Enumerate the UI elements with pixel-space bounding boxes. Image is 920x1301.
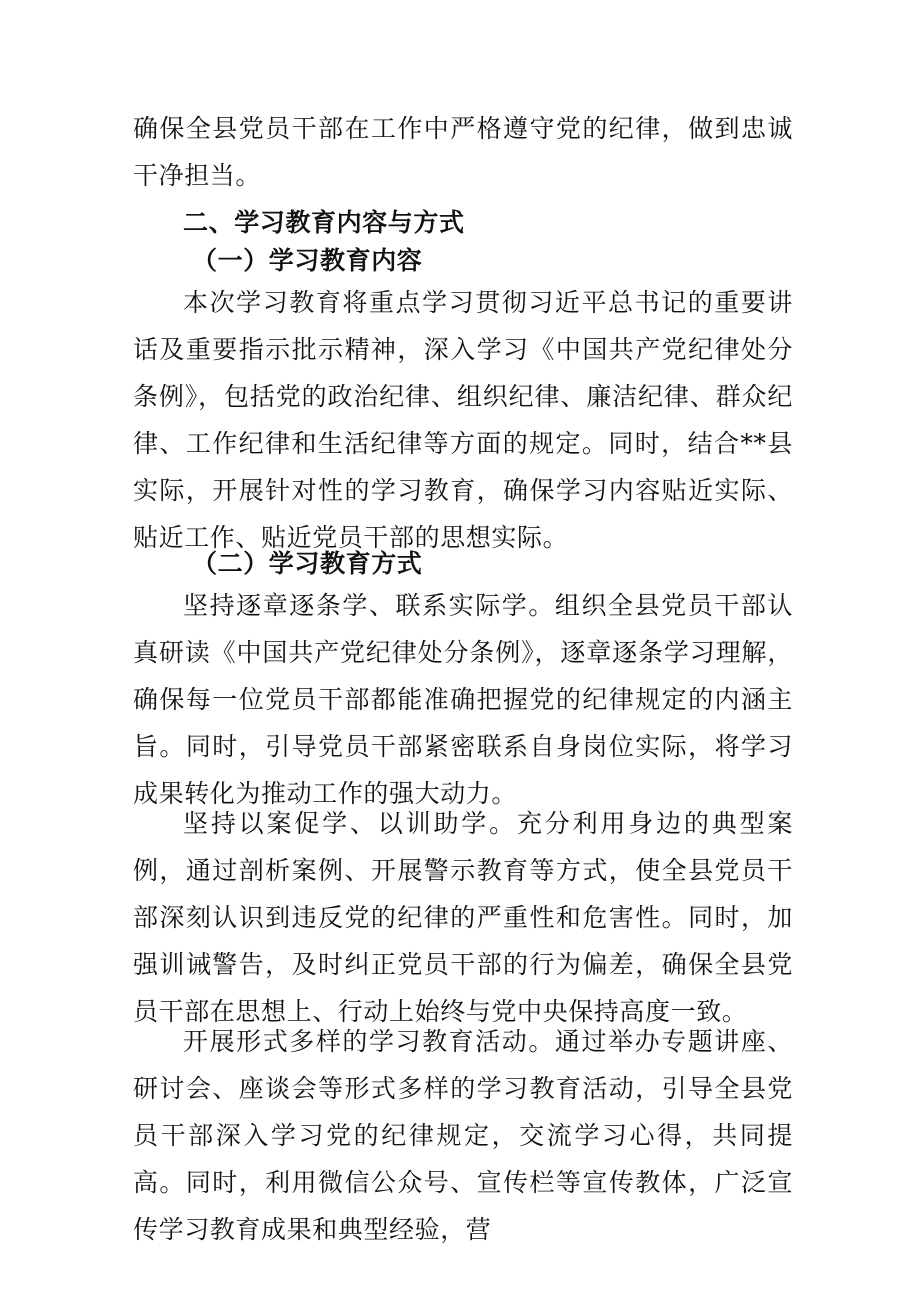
continuation-paragraph: 确保全县党员干部在工作中严格遵守党的纪律，做到忠诚干净担当。	[133, 114, 793, 190]
section-heading: 二、学习教育内容与方式	[183, 208, 465, 237]
method-paragraph-3: 开展形式多样的学习教育活动。通过举办专题讲座、研讨会、座谈会等形式多样的学习教育活动，引导全县党员干部深入学习党的纪律规定，交流学习心得，共同提高。同时，利用微信公众号、宣传栏等宣传教体，广泛宣传学习教育成果和典型经验，营	[133, 1027, 793, 1244]
subsection-heading-content: （一）学习教育内容	[192, 246, 423, 275]
subsection-heading-method: （二）学习教育方式	[192, 549, 423, 578]
method-paragraph-2: 坚持以案促学、以训助学。充分利用身边的典型案例，通过剖析案例、开展警示教育等方式，使全县党员干部深刻认识到违反党的纪律的严重性和危害性。同时，加强训诫警告，及时纠正党员干部的行为偏差，确保全县党员干部在思想上、行动上始终与党中央保持高度一致。	[133, 809, 793, 1026]
method-paragraph-1: 坚持逐章逐条学、联系实际学。组织全县党员干部认真研读《中国共产党纪律处分条例》，逐章逐条学习理解，确保每一位党员干部都能准确把握党的纪律规定的内涵主旨。同时，引导党员干部紧密联系自身岗位实际，将学习成果转化为推动工作的强大动力。	[133, 591, 793, 808]
content-paragraph: 本次学习教育将重点学习贯彻习近平总书记的重要讲话及重要指示批示精神，深入学习《中国共产党纪律处分条例》，包括党的政治纪律、组织纪律、廉洁纪律、群众纪律、工作纪律和生活纪律等方面的规定。同时，结合**县实际，开展针对性的学习教育，确保学习内容贴近实际、贴近工作、贴近党员干部的思想实际。	[133, 288, 793, 552]
